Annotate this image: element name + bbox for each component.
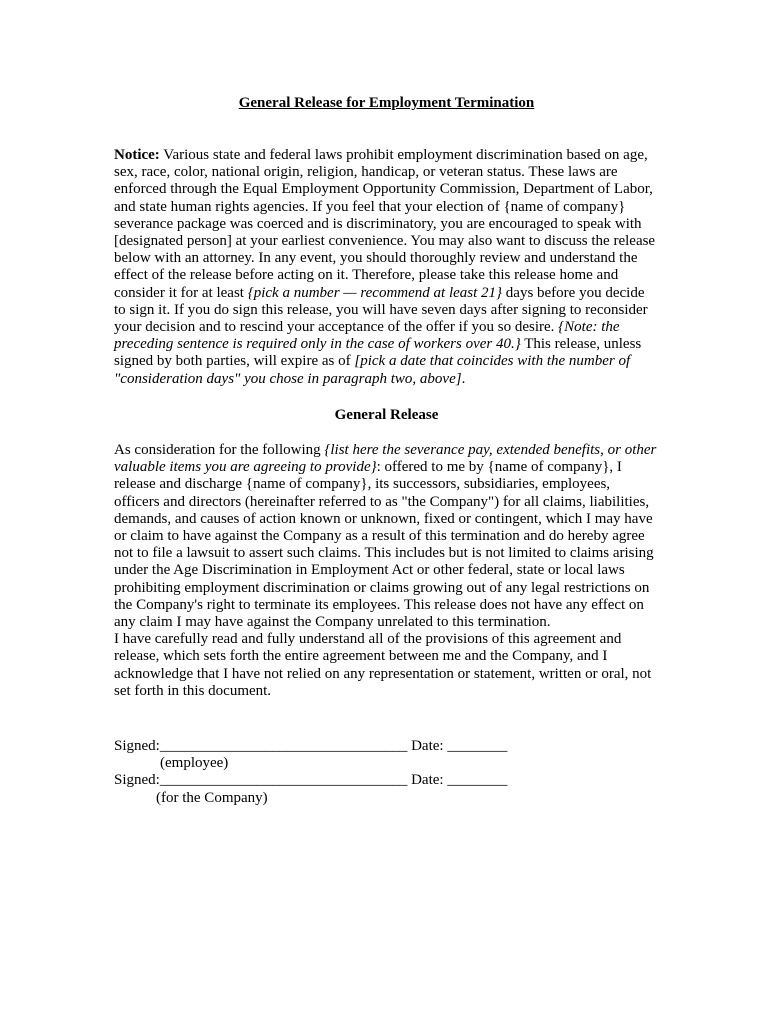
notice-text-4: . <box>461 370 466 387</box>
notice-text-2: days before you decide to sign it. If you do sign this release, you will have seven days after signing to reconsider your decision and to rescind your acceptance of the offer if you so desire. <box>114 284 648 336</box>
signature-block <box>114 738 659 807</box>
company-signature-label: (for the Company) <box>156 789 268 806</box>
company-signature-line: Signed:_________________________________ Date: ________ <box>114 772 508 789</box>
notice-italic-3: [pick a date that coincides with the number of "consideration days" you chose in paragraph two, above] <box>114 353 631 387</box>
notice-italic-2: {Note: the preceding sentence is required only in the case of workers over 40.} <box>114 319 620 353</box>
release-body <box>114 442 659 700</box>
notice-italic-1: {pick a number — recommend at least 21} <box>247 284 503 301</box>
notice-label: Notice: <box>114 147 160 163</box>
document-title: General Release for Employment Termination <box>238 95 535 111</box>
notice-text-1: Various state and federal laws prohibit employment discrimination based on age, sex, race, color, national origin, religion, handicap, or veteran status. These laws are enforced through the Equal Employment Opportunity Commission, Department of Labor, and state human rights agencies. If you feel that your election of {name of company} severance package was coerced and is discriminatory, you are encouraged to speak with [designated person] at your earliest convenience. You may also want to discuss the release below with an attorney. In any event, you should thoroughly review and understand the effect of the release before acting on it. Therefore, please take this release home and consider it for at least <box>114 147 656 301</box>
release-italic-1: {list here the severance pay, extended benefits, or other valuable items you are agreeing to provide} <box>114 442 657 476</box>
notice-text-3: This release, unless signed by both parties, will expire as of <box>114 336 642 370</box>
release-paragraph-1 <box>114 442 659 631</box>
section-heading-general-release: General Release <box>334 407 439 423</box>
release-paragraph-2: I have carefully read and fully understand all of the provisions of this agreement and release, which sets forth the entire agreement between me and the Company, and I acknowledge that I have not relied on any representation or statement, written or oral, not set forth in this document. <box>114 631 652 699</box>
release-text-2: : offered to me by {name of company}, I release and discharge {name of company}, its successors, subsidiaries, employees, officers and directors (hereinafter referred to as "the Company") for all claims, liabilities, demands, and causes of action known or unknown, fixed or contingent, which I may have or claim to have against the Company as a result of this termination and do hereby agree not to file a lawsuit to assert such claims. This includes but is not limited to claims arising under the Age Discrimination in Employment Act or other federal, state or local laws prohibiting employment discrimination or claims growing out of any legal restrictions on the Company's right to terminate its employees. This release does not have any effect on any claim I may have against the Company unrelated to this termination. <box>114 459 654 631</box>
notice-paragraph <box>114 147 659 388</box>
release-text-1: As consideration for the following <box>114 442 325 458</box>
employee-signature-label: (employee) <box>160 755 229 772</box>
employee-signature-line: Signed:_________________________________ Date: ________ <box>114 738 508 754</box>
